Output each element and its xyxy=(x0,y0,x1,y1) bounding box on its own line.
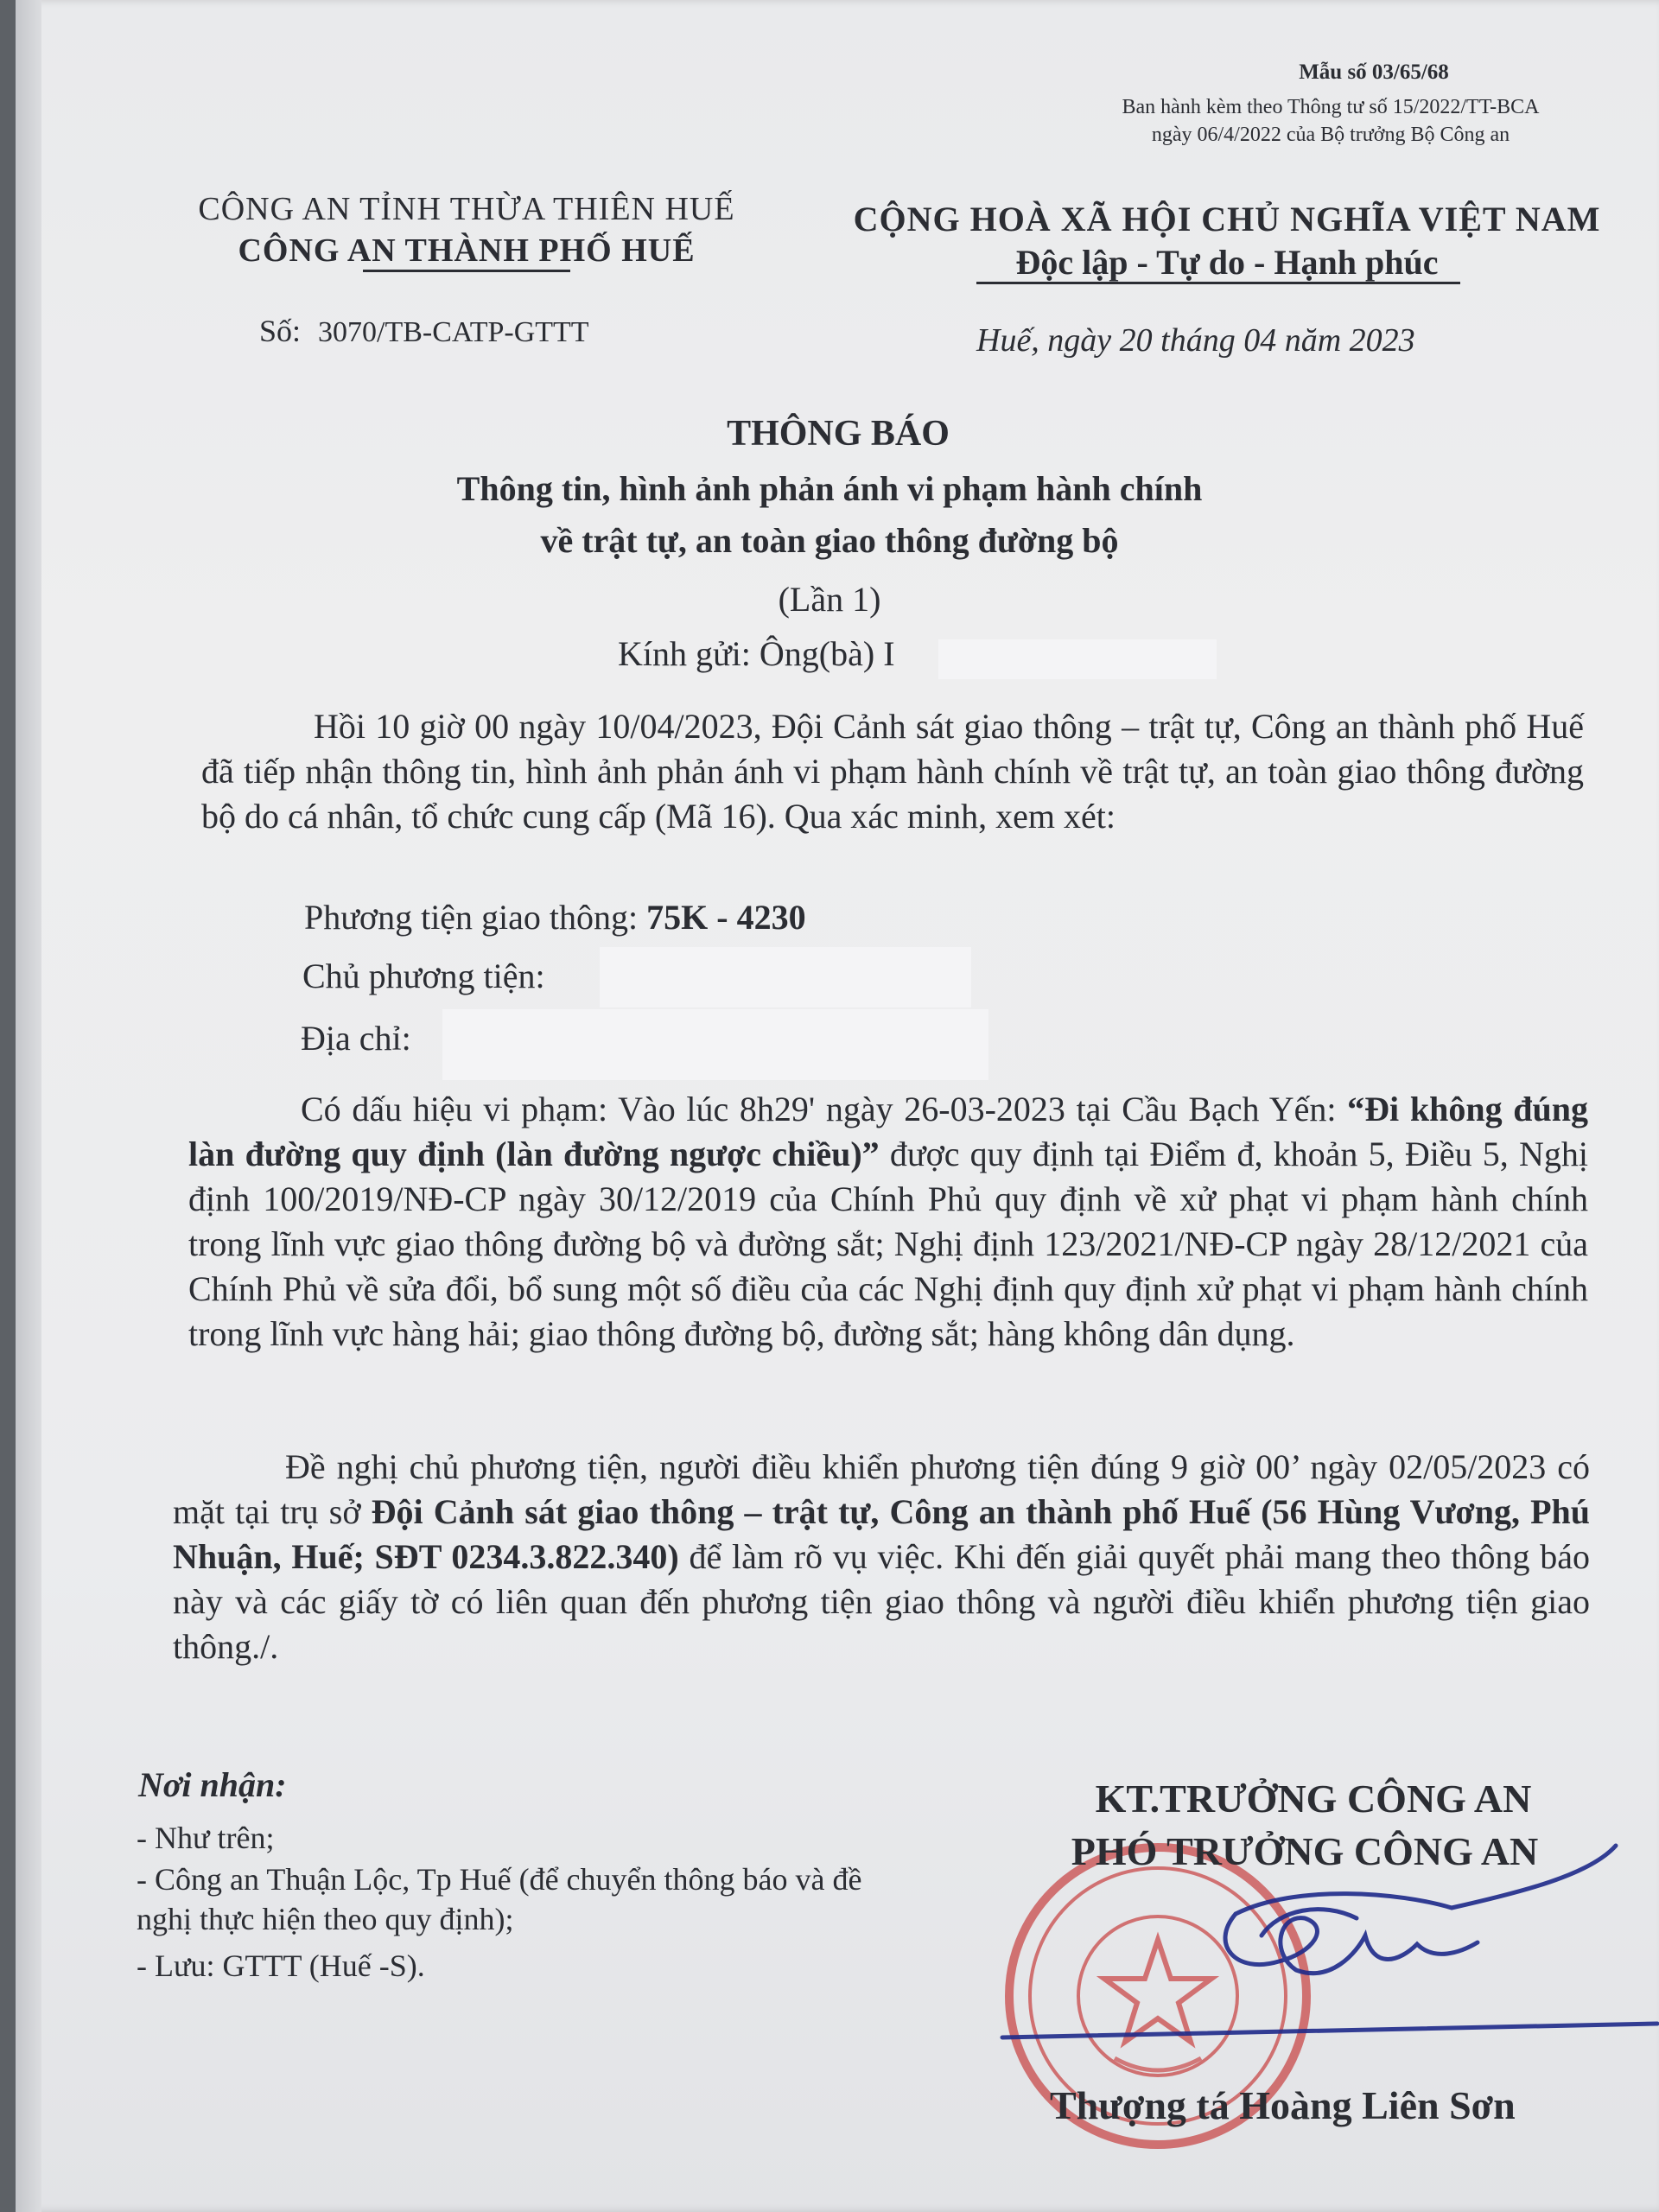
paragraph-violation xyxy=(188,1087,1588,1357)
request-address: Đội Cảnh sát giao thông – trật tự, Công an thành phố Huế (56 Hùng Vương, Phú Nhuận, Huế; SĐT 0234.3.822.340) xyxy=(173,1492,1590,1576)
agency-parent: CÔNG AN TỈNH THỪA THIÊN HUẾ xyxy=(198,191,735,227)
number-label: Số: xyxy=(259,314,302,348)
document-number xyxy=(259,313,589,349)
nation-title: CỘNG HOÀ XÃ HỘI CHỦ NGHĨA VIỆT NAM xyxy=(853,200,1601,238)
document-date: Huế, ngày 20 tháng 04 năm 2023 xyxy=(976,322,1415,359)
document-title: THÔNG BÁO xyxy=(727,414,950,454)
recipient-item: - Lưu: GTTT (Huế -S). xyxy=(137,1948,425,1983)
violation-description: “Đi không đúng làn đường quy định (làn đường ngược chiều)” xyxy=(188,1090,1588,1173)
paragraph-intro: Hồi 10 giờ 00 ngày 10/04/2023, Đội Cảnh sát giao thông – trật tự, Công an thành phố Huế đã tiếp nhận thông tin, hình ảnh phản ánh vi phạm hành chính về trật tự, an toàn giao thông đường bộ do cá nhân, tổ chức cung cấp (Mã 16). Qua xác minh, xem xét: xyxy=(201,707,1584,836)
request-text-start: Đề nghị chủ phương tiện, người điều khiển phương tiện đúng 9 giờ 00’ ngày 02/05/2023 có mặt tại trụ sở xyxy=(173,1447,1590,1531)
document-subtitle-line2: về trật tự, an toàn giao thông đường bộ xyxy=(540,521,1119,560)
paragraph-request xyxy=(173,1445,1590,1669)
recipient-item: - Như trên; xyxy=(137,1821,275,1855)
violation-text-start: Có dấu hiệu vi phạm: Vào lúc 8h29' ngày 26-03-2023 tại Cầu Bạch Yến: xyxy=(301,1090,1348,1128)
recipients-title: Nơi nhận: xyxy=(138,1765,287,1804)
signer-name: Thượng tá Hoàng Liên Sơn xyxy=(1050,2083,1516,2127)
vehicle-field xyxy=(304,897,806,938)
recipient-text: Kính gửi: Ông(bà) I xyxy=(618,634,895,673)
vehicle-label: Phương tiện giao thông: xyxy=(304,898,639,937)
form-note-line2: ngày 06/4/2022 của Bộ trưởng Bộ Công an xyxy=(1151,124,1510,146)
redaction-box xyxy=(600,947,971,1007)
vehicle-plate: 75K - 4230 xyxy=(646,898,806,937)
address-label: Địa chỉ: xyxy=(301,1019,411,1058)
signature-kt-title: KT.TRƯỞNG CÔNG AN xyxy=(1095,1777,1532,1821)
motto: Độc lập - Tự do - Hạnh phúc xyxy=(1015,243,1439,282)
request-text-end: để làm rõ vụ việc. Khi đến giải quyết phải mang theo thông báo này và các giấy tờ có liên quan đến phương tiện giao thông và người điều khiển phương tiện giao thông./. xyxy=(173,1537,1591,1666)
agency-underline xyxy=(363,270,570,272)
page-edge xyxy=(16,0,41,2212)
redaction-box xyxy=(938,639,1217,679)
address-field xyxy=(301,1018,411,1058)
redaction-box xyxy=(442,1009,988,1080)
recipient-line xyxy=(618,633,895,674)
signature-pho-title: PHÓ TRƯỞNG CÔNG AN xyxy=(1071,1829,1539,1873)
form-note xyxy=(976,93,1659,149)
agency-name: CÔNG AN THÀNH PHỐ HUẾ xyxy=(238,232,696,269)
form-number: Mẫu số 03/65/68 xyxy=(1299,60,1449,84)
number-value: 3070/TB-CATP-GTTT xyxy=(318,316,589,348)
owner-field xyxy=(302,956,545,996)
form-note-line1: Ban hành kèm theo Thông tư số 15/2022/TT-BCA xyxy=(1122,96,1540,118)
document-times: (Lần 1) xyxy=(778,580,881,619)
handwritten-signature xyxy=(950,1832,1659,2056)
motto-underline xyxy=(976,282,1460,284)
recipient-item: - Công an Thuận Lộc, Tp Huế (để chuyển thông báo và đề nghị thực hiện theo quy định); xyxy=(137,1862,862,1936)
owner-label: Chủ phương tiện: xyxy=(302,957,545,995)
document-subtitle-line1: Thông tin, hình ảnh phản ánh vi phạm hành chính xyxy=(456,469,1203,508)
violation-text-end: được quy định tại Điểm đ, khoản 5, Điều 5, Nghị định 100/2019/NĐ-CP ngày 30/12/2019 của Chính Phủ quy định về xử phạt vi phạm hành chính trong lĩnh vực giao thông đường bộ và đường sắt; Nghị định 123/2021/NĐ-CP ngày 28/12/2021 của Chính Phủ về sửa đổi, bổ sung một số điều của các Nghị định quy định xử phạt vi phạm hành chính trong lĩnh vực hàng hải; giao thông đường bộ, đường sắt; hàng không dân dụng. xyxy=(188,1135,1588,1353)
